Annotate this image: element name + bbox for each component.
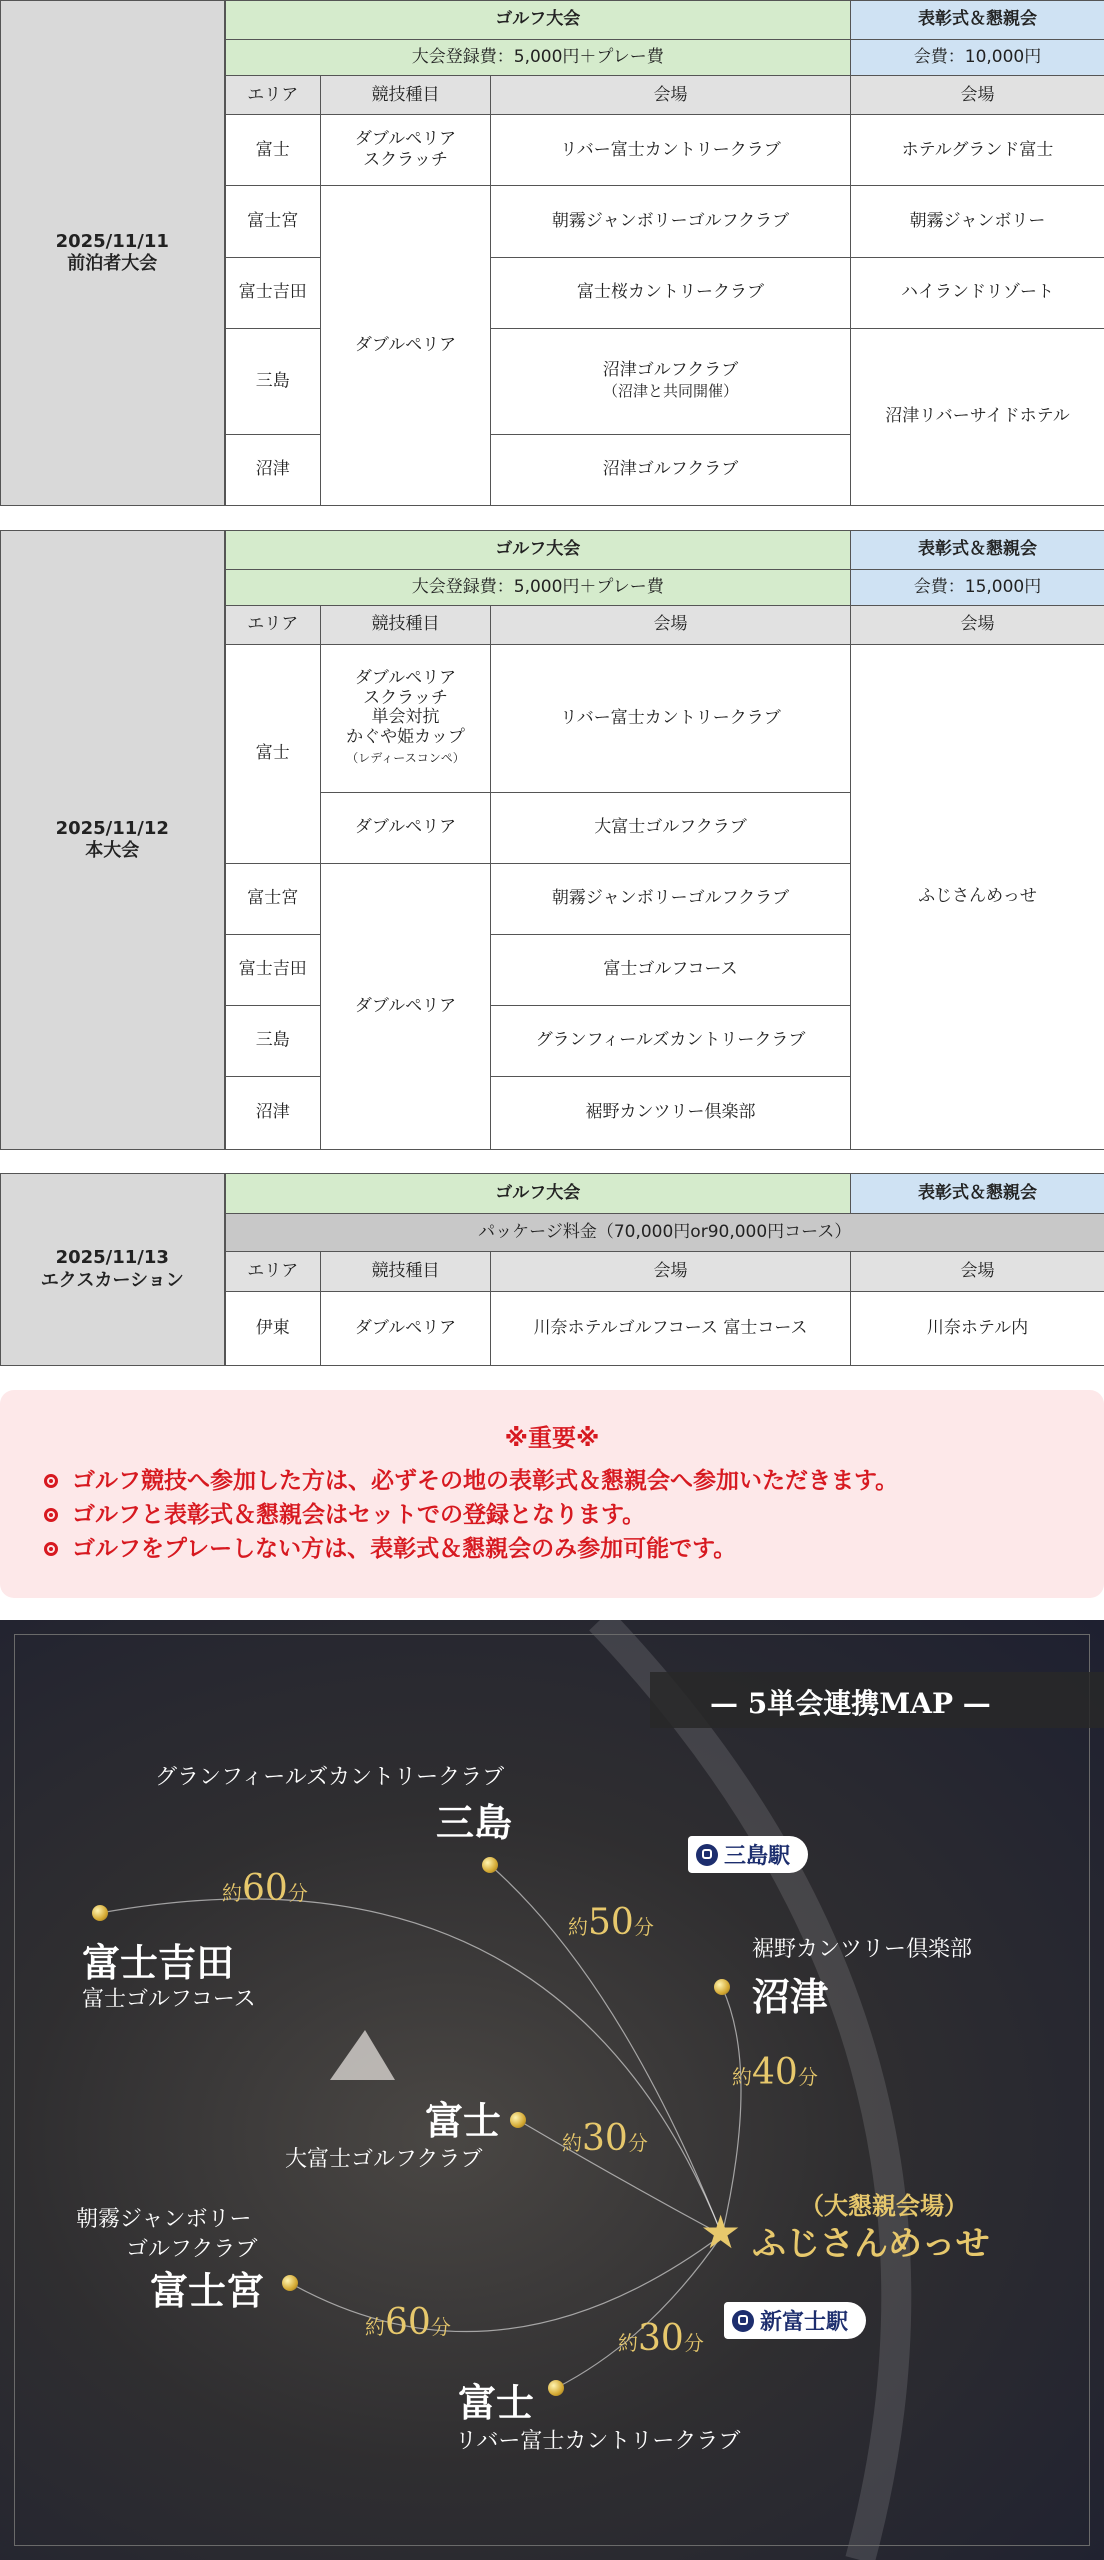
day3-name: エクスカーション (40, 1269, 184, 1291)
day2-table (0, 530, 1104, 1150)
time-unit: 分 (683, 2331, 704, 2355)
notice-item (44, 1464, 898, 1498)
time-pre: 約 (732, 2065, 752, 2089)
notice-text: ゴルフ競技へ参加した方は、必ずその地の表彰式＆懇親会へ参加いただきます。 (72, 1468, 899, 1494)
area-cell: 富士吉田 (225, 257, 321, 328)
label-mishima-course: グランフィールズカントリークラブ (155, 1765, 505, 1790)
day1-col-event: 競技種目 (321, 76, 491, 115)
venue-line: 沼津ゴルフクラブ (602, 360, 739, 380)
time-south (618, 2318, 704, 2359)
event-line: 単会対抗 (371, 707, 440, 728)
day2-party-fee: 会費：15,000円 (851, 569, 1104, 606)
time-num: 60 (242, 1868, 288, 1909)
event-cell: ダブルペリア (321, 792, 491, 863)
marker-fuji-south-icon (548, 2380, 564, 2396)
event-cell (321, 644, 491, 792)
bullet-icon (44, 1508, 58, 1522)
area-cell: 沼津 (225, 434, 321, 505)
day1-golf-fee: 大会登録費：5,000円＋プレー費 (225, 39, 851, 76)
venue-note: （沼津と共同開催） (602, 382, 738, 401)
day1-date: 2025/11/11 (55, 230, 169, 252)
notice-list (44, 1464, 898, 1566)
venue-cell: 川奈ホテルゴルフコース 富士コース (491, 1292, 851, 1366)
area-cell: 富士吉田 (225, 934, 321, 1005)
marker-yoshida-icon (92, 1905, 108, 1921)
event-line: かぐや姫カップ (346, 726, 465, 747)
day1-party-header: 表彰式＆懇親会 (851, 1, 1104, 40)
area-cell: 富士 (225, 115, 321, 186)
day2-golf-header: ゴルフ大会 (225, 531, 851, 570)
day3-package: パッケージ料金（70,000円or90,000円コース） (225, 1214, 1104, 1252)
day3-table (0, 1173, 1104, 1366)
label-fuji-south: 富士 (458, 2380, 535, 2425)
event-cell: ダブルペリア (321, 1292, 491, 1366)
label-miya-course1: 朝霧ジャンボリー (76, 2207, 252, 2232)
label-miya: 富士宮 (150, 2268, 265, 2313)
label-miya-course2: ゴルフクラブ (126, 2237, 258, 2262)
venue-cell: 朝霧ジャンボリーゴルフクラブ (491, 863, 851, 934)
event-line: スクラッチ (363, 687, 448, 708)
time-miya (365, 2302, 451, 2343)
day1-date-cell (1, 1, 225, 506)
day2-date-cell (1, 531, 225, 1150)
day3-date: 2025/11/13 (55, 1247, 169, 1268)
important-notice (0, 1390, 1104, 1598)
party-venue-cell: 川奈ホテル内 (851, 1292, 1104, 1366)
notice-text: ゴルフと表彰式＆懇親会はセットでの登録となります。 (72, 1502, 646, 1528)
label-yoshida: 富士吉田 (82, 1940, 235, 1985)
time-pre: 約 (562, 2131, 582, 2155)
venue-cell: 裾野カンツリー倶楽部 (491, 1076, 851, 1149)
label-yoshida-course: 富士ゴルフコース (82, 1987, 256, 2012)
time-pre: 約 (618, 2331, 638, 2355)
day2-golf-fee: 大会登録費：5,000円＋プレー費 (225, 569, 851, 606)
venue-cell: 朝霧ジャンボリーゴルフクラブ (491, 186, 851, 257)
party-venue-cell: 沼津リバーサイドホテル (851, 328, 1104, 505)
day2-col-area: エリア (225, 606, 321, 645)
venue-cell: グランフィールズカントリークラブ (491, 1005, 851, 1076)
area-cell: 沼津 (225, 1076, 321, 1149)
label-hub-note: （大懇親会場） (800, 2191, 968, 2220)
event-line: ダブルペリア (354, 128, 457, 149)
time-fuji (562, 2118, 648, 2159)
notice-item (44, 1498, 898, 1532)
label-fuji-south-course: リバー富士カントリークラブ (455, 2429, 741, 2454)
event-cell: ダブルペリア (321, 863, 491, 1149)
station-mishima (688, 1836, 808, 1873)
cooperation-map (0, 1620, 1104, 2560)
station-label: 三島駅 (724, 1844, 791, 1869)
marker-miya-icon (282, 2275, 298, 2291)
train-icon (732, 2310, 754, 2332)
area-cell: 富士宮 (225, 186, 321, 257)
time-numazu (732, 2052, 818, 2093)
notice-text: ゴルフをプレーしない方は、表彰式＆懇親会のみ参加可能です。 (72, 1536, 737, 1562)
party-venue-cell: ホテルグランド富士 (851, 115, 1104, 186)
event-cell (321, 115, 491, 186)
bullet-icon (44, 1474, 58, 1488)
day1-col-party-venue: 会場 (851, 76, 1104, 115)
label-fuji-center-course: 大富士ゴルフクラブ (285, 2147, 483, 2172)
area-cell: 富士 (225, 644, 321, 863)
day1-col-area: エリア (225, 76, 321, 115)
time-yoshida (222, 1868, 308, 1909)
map-title: — 5単会連携MAP — (710, 1687, 991, 1720)
notice-title: ※重要※ (504, 1424, 600, 1452)
time-num: 50 (588, 1902, 634, 1943)
day1-name: 前泊者大会 (67, 253, 158, 274)
time-unit: 分 (797, 2065, 818, 2089)
hub-star-icon: ★ (700, 2205, 742, 2259)
time-unit: 分 (633, 1915, 654, 1939)
marker-mishima-icon (482, 1857, 498, 1873)
day3-col-party-venue: 会場 (851, 1252, 1104, 1292)
day2-col-event: 競技種目 (321, 606, 491, 645)
day2-party-header: 表彰式＆懇親会 (851, 531, 1104, 570)
marker-numazu-icon (714, 1979, 730, 1995)
venue-cell: 富士桜カントリークラブ (491, 257, 851, 328)
event-line: スクラッチ (363, 150, 448, 171)
time-unit: 分 (627, 2131, 648, 2155)
label-mishima: 三島 (436, 1800, 513, 1845)
area-cell: 富士宮 (225, 863, 321, 934)
time-num: 60 (385, 2302, 431, 2343)
time-pre: 約 (365, 2315, 385, 2339)
label-numazu: 沼津 (752, 1974, 829, 2019)
time-unit: 分 (287, 1881, 308, 1905)
venue-cell: 大富士ゴルフクラブ (491, 792, 851, 863)
venue-cell: リバー富士カントリークラブ (491, 644, 851, 792)
station-label: 新富士駅 (760, 2310, 849, 2335)
area-cell: 三島 (225, 1005, 321, 1076)
day1-table (0, 0, 1104, 506)
time-mishima (568, 1902, 654, 1943)
party-venue-cell: ふじさんめっせ (851, 644, 1104, 1149)
day1-col-venue: 会場 (491, 76, 851, 115)
bullet-icon (44, 1542, 58, 1556)
venue-cell: 沼津ゴルフクラブ (491, 434, 851, 505)
event-cell: ダブルペリア (321, 186, 491, 506)
day2-col-party-venue: 会場 (851, 606, 1104, 645)
time-num: 30 (638, 2318, 684, 2359)
marker-fuji-center-icon (510, 2112, 526, 2128)
day2-date: 2025/11/12 (55, 817, 169, 839)
day3-col-event: 競技種目 (321, 1252, 491, 1292)
event-note: （レディースコンペ） (346, 750, 465, 765)
day3-col-area: エリア (225, 1252, 321, 1292)
day3-date-cell (1, 1174, 225, 1366)
time-pre: 約 (568, 1915, 588, 1939)
venue-cell: 富士ゴルフコース (491, 934, 851, 1005)
venue-cell (491, 328, 851, 434)
area-cell: 伊東 (225, 1292, 321, 1366)
party-venue-cell: ハイランドリゾート (851, 257, 1104, 328)
label-fuji-center: 富士 (425, 2098, 502, 2143)
venue-cell: リバー富士カントリークラブ (491, 115, 851, 186)
station-shinfuji (724, 2302, 866, 2339)
event-line: ダブルペリア (354, 668, 457, 689)
notice-item (44, 1532, 898, 1566)
time-num: 30 (582, 2118, 628, 2159)
party-venue-cell: 朝霧ジャンボリー (851, 186, 1104, 257)
train-icon (696, 1844, 718, 1866)
label-numazu-course: 裾野カンツリー倶楽部 (752, 1937, 973, 1962)
day3-golf-header: ゴルフ大会 (225, 1174, 851, 1214)
area-cell: 三島 (225, 328, 321, 434)
time-pre: 約 (222, 1881, 242, 1905)
day3-party-header: 表彰式＆懇親会 (851, 1174, 1104, 1214)
day1-party-fee: 会費：10,000円 (851, 39, 1104, 76)
day1-golf-header: ゴルフ大会 (225, 1, 851, 40)
day3-col-venue: 会場 (491, 1252, 851, 1292)
time-unit: 分 (430, 2315, 451, 2339)
day2-col-venue: 会場 (491, 606, 851, 645)
label-hub: ふじさんめっせ (752, 2224, 990, 2264)
day2-name: 本大会 (85, 840, 140, 861)
time-num: 40 (752, 2052, 798, 2093)
